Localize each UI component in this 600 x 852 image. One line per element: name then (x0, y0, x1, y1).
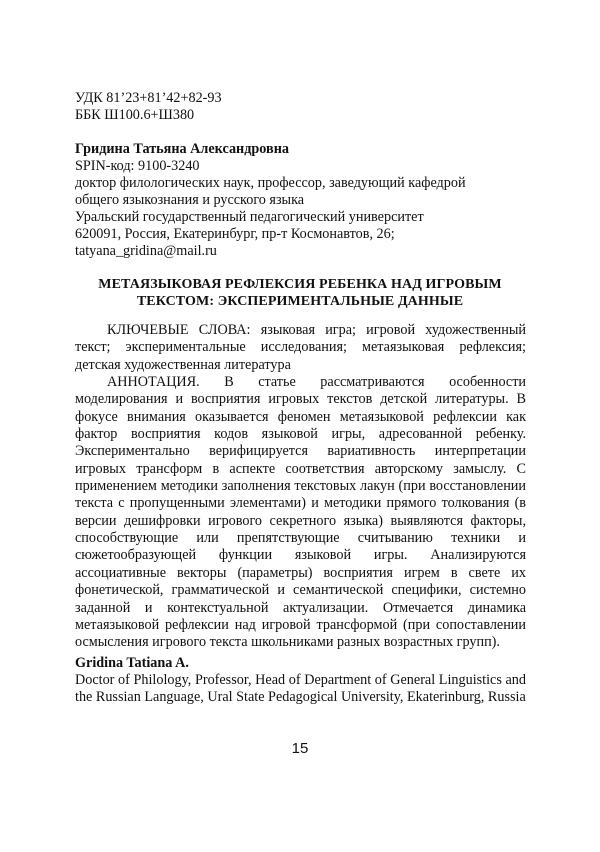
author-position-line2: общего языкознания и русского языка (75, 192, 305, 208)
author-spin: SPIN-код: 9100-3240 (75, 158, 200, 174)
author-details-en: Doctor of Philology, Professor, Head of Department of General Linguistics and the Russian Language, Ural State Pedagogical University, Ekaterinburg, Russia (75, 672, 526, 706)
udk-code: УДК 81’23+81’42+82-93 (75, 90, 222, 106)
author-position-line1: доктор филологических наук, профессор, заведующий кафедрой (75, 175, 466, 191)
author-email: tatyana_gridina@mail.ru (75, 243, 217, 259)
abstract-paragraph: АННОТАЦИЯ. В статье рассматриваются особенности моделирования и восприятия игровых текстов детской литературы. В фокусе внимания оказывается феномен метаязыковой рефлексии как фактор восприятия кодов языковой игры, адресованной ребенку. Экспериментально верифицируется вариативность интерпретации игровых трансформ в аспекте соответствия авторскому замыслу. С применением методики заполнения текстовых лакун (при восстановлении текста с пропущенными элементами) и методики прямого толкования (в версии дешифровки игрового секретного языка) выявляются факторы, способствующие или препятствующие считыванию техники и сюжетообразующей функции языковой игры. Анализируются ассоциативные векторы (параметры) восприятия игрем в свете их фонетической, грамматической и семантической специфики, системно заданной и контекстуальной актуализации. Отмечается динамика метаязыковой рефлексии над игровой трансформой (при сопоставлении осмысления игрового текста школьниками разных возрастных групп). (75, 374, 526, 651)
page-number: 15 (291, 740, 309, 757)
article-title-line1: МЕТАЯЗЫКОВАЯ РЕФЛЕКСИЯ РЕБЕНКА НАД ИГРОВЫМ (98, 277, 502, 292)
keywords-paragraph: КЛЮЧЕВЫЕ СЛОВА: языковая игра; игровой художественный текст; экспериментальные исследования; метаязыковая рефлексия; детская художественная литература (75, 322, 526, 373)
author-name-en: Gridina Tatiana A. (75, 655, 189, 671)
article-body-ru (75, 322, 526, 652)
author-name-ru: Гридина Татьяна Александровна (75, 141, 289, 157)
bbk-code: ББК Ш100.6+Ш380 (75, 107, 195, 123)
author-university: Уральский государственный педагогический университет (75, 209, 424, 225)
article-title-line2: ТЕКСТОМ: ЭКСПЕРИМЕНТАЛЬНЫЕ ДАННЫЕ (136, 294, 464, 309)
author-address: 620091, Россия, Екатеринбург, пр-т Космонавтов, 26; (75, 226, 395, 242)
